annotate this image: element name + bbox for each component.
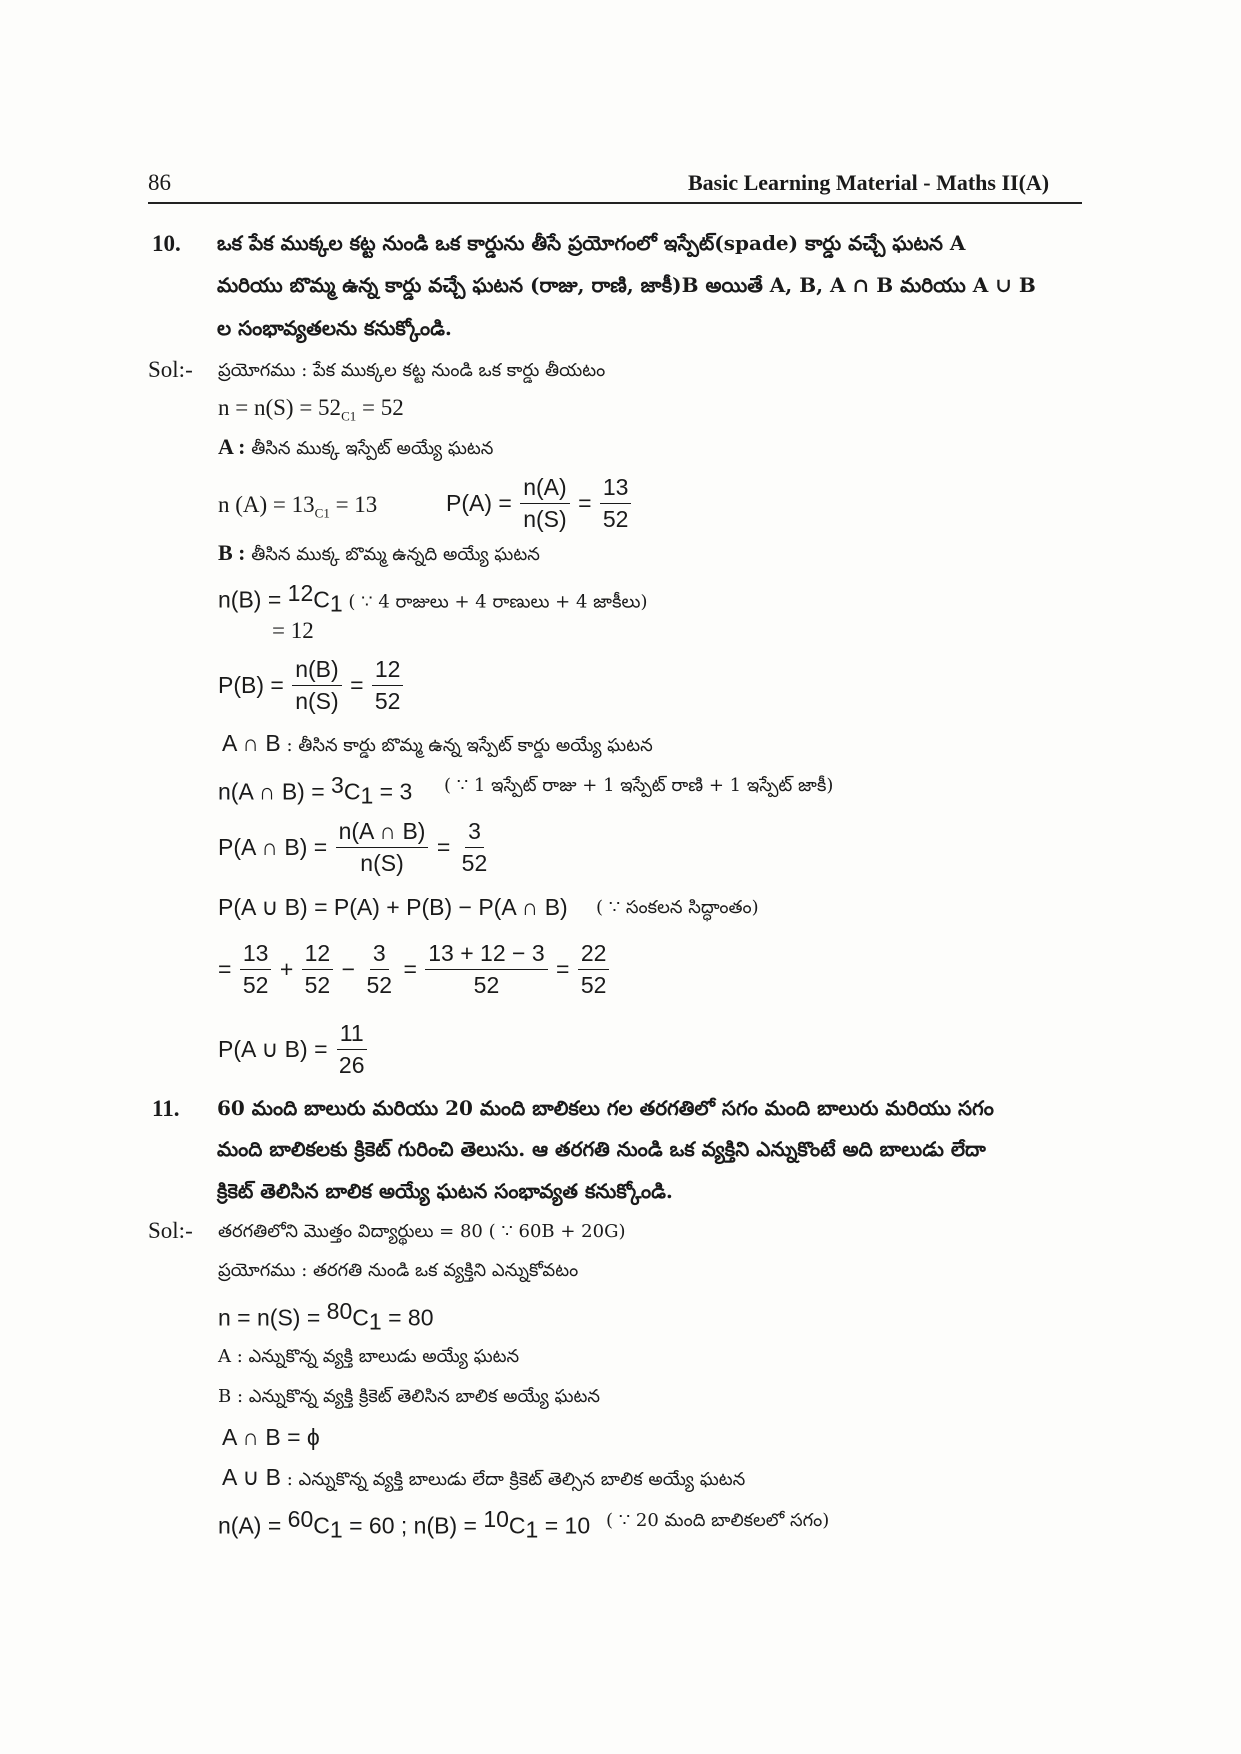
page-number: 86 <box>148 170 171 195</box>
fraction: $\frac{22}{52}$ <box>578 940 610 999</box>
fraction: $\frac{n(A)}{n(S)}$ <box>520 474 569 533</box>
fraction: $\frac{n(B)}{n(S)}$ <box>292 656 341 715</box>
running-title: Basic Learning Material - Maths II(A) <box>688 170 1050 195</box>
q11-event-a-or-b: A ∪ B : ఎన్నుకొన్న వ్యక్తి బాలుడు లేదా క్రికెట్ తెల్సిన బాలిక అయ్యే ఘటన <box>222 1464 746 1490</box>
q10-final-answer: P(A ∪ B) = $\frac{11}{26}$ <box>218 1020 370 1079</box>
fraction: $\frac{3}{52}$ <box>461 818 488 876</box>
q10-p-a-and-b: P(A ∩ B) = $\frac{n(A \cap B)}{n(S)}$ = $\frac{3}{52}$ <box>218 818 492 877</box>
fraction: $\frac{12}{52}$ <box>372 656 404 715</box>
q10-n-b-value: = 12 <box>272 618 314 643</box>
q10-event-a-and-b: A ∩ B : తీసిన కార్డు బొమ్మ ఉన్న ఇస్పేట్ కార్డు అయ్యే ఘటన <box>222 730 653 756</box>
q10-experiment: ప్రయోగము : పేక ముక్కల కట్ట నుండి ఒక కార్డు తీయటం <box>218 360 606 381</box>
question-10-number: 10. <box>152 231 181 256</box>
q10-solution-label: Sol:- <box>148 357 193 382</box>
header-rule <box>148 202 1082 204</box>
fraction: $\frac{13}{52}$ <box>240 940 272 999</box>
q10-n-a: n $(A) = 13_{C1} = 13$ <box>218 492 378 521</box>
q10-addition-theorem: P(A ∪ B) = P(A) + P(B) − P(A ∩ B) <box>218 894 568 920</box>
q10-n-a-and-b-reason: ( ∵ 1 ఇస్పేట్ రాజు + 1 ఇస్పేట్ రాణి + 1 ఇస్పేట్ జాకీ) <box>444 775 834 796</box>
fraction: $\frac{13}{52}$ <box>600 474 632 533</box>
question-11-line-3: క్రికెట్ తెలిసిన బాలిక అయ్యే ఘటన సంభావ్యత కనుక్కోండి. <box>217 1179 673 1203</box>
question-10-line-2: మరియు బొమ్మ ఉన్న కార్డు వచ్చే ఘటన (రాజు, రాణి, జాకీ)B అయితే A, B, A ∩ B మరియు A ∪ B <box>217 273 1036 297</box>
q11-solution-label: Sol:- <box>148 1218 193 1243</box>
q11-n-a-n-b: $n(A) = ^{60}C_1 = 60$ ; $n(B) = ^{10}C_1 = 10$ <box>218 1506 591 1543</box>
q10-n-s: $n = n(S) = 52_{C1} = 52$ <box>218 395 404 424</box>
fraction: $\frac{12}{52}$ <box>302 940 334 999</box>
q11-total-students: తరగతిలోని మొత్తం విద్యార్థులు = 80 ( ∵ 60B + 20G) <box>218 1221 626 1242</box>
fraction: $\frac{13 + 12 - 3}{52}$ <box>425 940 547 999</box>
question-11-line-2: మంది బాలికలకు క్రికెట్ గురించి తెలుసు. ఆ తరగతి నుండి ఒక వ్యక్తిని ఎన్నుకొంటే అది బాలుడు లేదా <box>217 1137 986 1161</box>
q11-n-b-reason: ( ∵ 20 మంది బాలికలలో సగం) <box>606 1510 830 1531</box>
q10-event-b: B : తీసిన ముక్క బొమ్మ ఉన్నది అయ్యే ఘటన <box>218 540 540 565</box>
q10-union-sum: = $\frac{13}{52}$ + $\frac{12}{52}$ − $\frac{3}{52}$ = $\frac{13 + 12 - 3}{52}$ = $\frac{22}{52}$ <box>218 940 611 999</box>
q10-n-b: $n(B) = ^{12}C_1$ ( ∵ 4 రాజులు + 4 రాణులు + 4 జాకీలు) <box>218 580 648 617</box>
question-11-number: 11. <box>152 1096 180 1121</box>
question-10-line-1: ఒక పేక ముక్కల కట్ట నుండి ఒక కార్డును తీసే ప్రయోగంలో ఇస్పేట్(spade) కార్డు వచ్చే ఘటన A <box>217 231 966 255</box>
q11-event-a: A : ఎన్నుకొన్న వ్యక్తి బాలుడు అయ్యే ఘటన <box>218 1346 520 1367</box>
q11-experiment: ప్రయోగము : తరగతి నుండి ఒక వ్యక్తిని ఎన్నుకోవటం <box>218 1260 579 1281</box>
q11-a-and-b: A ∩ B = ϕ <box>222 1424 320 1450</box>
fraction: $\frac{n(A \cap B)}{n(S)}$ <box>336 818 429 877</box>
fraction: $\frac{3}{52}$ <box>366 940 393 998</box>
fraction: $\frac{11}{26}$ <box>336 1020 368 1079</box>
q10-p-b: P(B) = $\frac{n(B)}{n(S)}$ = $\frac{12}{52}$ <box>218 656 405 715</box>
q11-n-s: $n = n(S) = ^{80}C_1 = 80$ <box>218 1298 434 1335</box>
q10-n-a-and-b: n(A ∩ $B) = ^3C_1 = 3$ <box>218 772 413 809</box>
question-11-line-1: 60 మంది బాలురు మరియు 20 మంది బాలికలు గల తరగతిలో సగం మంది బాలురు మరియు సగం <box>217 1096 994 1120</box>
q10-p-a: P(A) = $\frac{n(A)}{n(S)}$ = $\frac{13}{52}$ <box>446 474 633 533</box>
q10-addition-theorem-reason: ( ∵ సంకలన సిద్ధాంతం) <box>596 897 759 918</box>
q10-event-a: A : తీసిన ముక్క ఇస్పేట్ అయ్యే ఘటన <box>218 434 494 459</box>
q11-event-b: B : ఎన్నుకొన్న వ్యక్తి క్రికెట్ తెలిసిన బాలిక అయ్యే ఘటన <box>218 1386 601 1407</box>
question-10-line-3: ల సంభావ్యతలను కనుక్కోండి. <box>217 316 452 340</box>
